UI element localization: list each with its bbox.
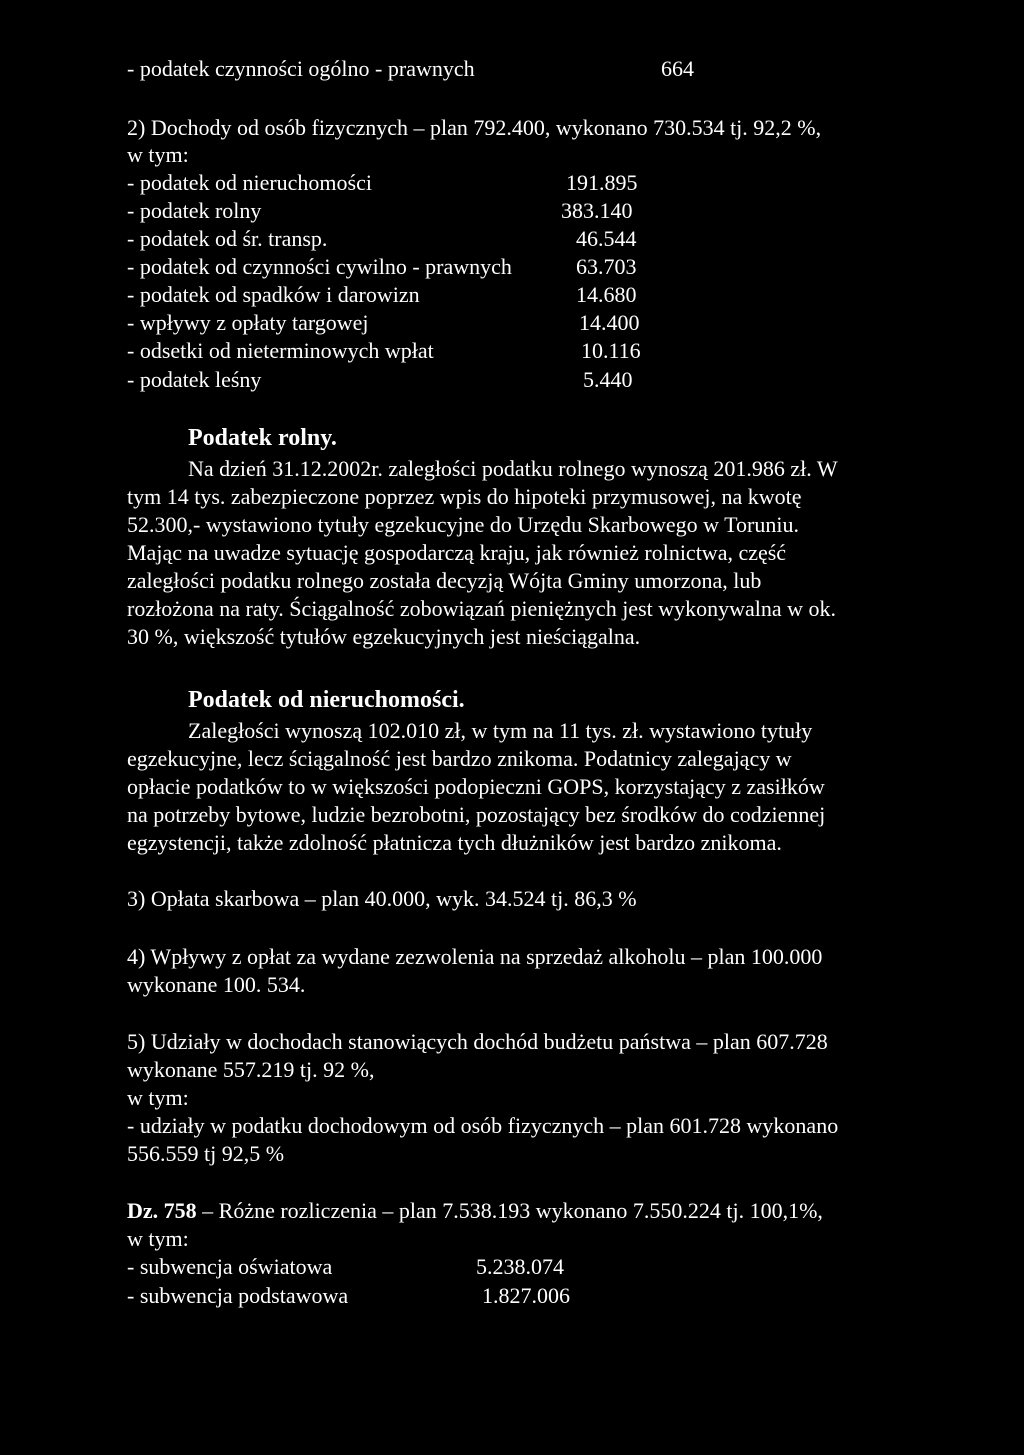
rolny-title: Podatek rolny. (188, 425, 337, 451)
paragraph-line: tym 14 tys. zabezpieczone poprzez wpis do hipoteki przymusowej, na kwotę (127, 484, 802, 509)
section4-line: wykonane 100. 534. (127, 972, 306, 997)
paragraph-line: Zaległości wynoszą 102.010 zł, w tym na 11 tys. zł. wystawiono tytuły (188, 718, 813, 743)
list-item-value: 191.895 (566, 170, 638, 195)
paragraph-line: egzystencji, także zdolność płatnicza tych dłużników jest bardzo znikoma. (127, 830, 782, 855)
dz758-rest: – Różne rozliczenia – plan 7.538.193 wykonano 7.550.224 tj. 100,1%, (196, 1198, 823, 1223)
paragraph-line: egzekucyjne, lecz ściągalność jest bardzo znikoma. Podatnicy zalegający w (127, 746, 792, 771)
dz758-heading (127, 1198, 823, 1224)
list-item-value: 5.440 (583, 367, 633, 392)
section4-line: 4) Wpływy z opłat za wydane zezwolenia na sprzedaż alkoholu – plan 100.000 (127, 944, 823, 969)
section5-line: wykonane 557.219 tj. 92 %, (127, 1057, 375, 1082)
paragraph-line: 52.300,- wystawiono tytuły egzekucyjne do Urzędu Skarbowego w Toruniu. (127, 512, 799, 537)
dz758-bold-prefix: Dz. 758 (127, 1198, 197, 1223)
list-item-label: - podatek rolny (127, 198, 262, 223)
section3-line: 3) Opłata skarbowa – plan 40.000, wyk. 34.524 tj. 86,3 % (127, 886, 637, 911)
list-item-label: - podatek od nieruchomości (127, 170, 372, 195)
list-item-label: - podatek leśny (127, 367, 262, 392)
list-item-label: - podatek od czynności cywilno - prawnych (127, 254, 512, 279)
paragraph-line: 30 %, większość tytułów egzekucyjnych jest nieściągalna. (127, 624, 641, 649)
list-item-value: 1.827.006 (482, 1283, 570, 1308)
list-item-value: 383.140 (561, 198, 633, 223)
list-item-value: 5.238.074 (476, 1254, 564, 1279)
list-item-value: 46.544 (576, 226, 637, 251)
section5-line: - udziały w podatku dochodowym od osób fizycznych – plan 601.728 wykonano (127, 1113, 839, 1138)
paragraph-line: Na dzień 31.12.2002r. zaległości podatku rolnego wynoszą 201.986 zł. W (188, 456, 838, 481)
list-item-label: - podatek od spadków i darowizn (127, 282, 420, 307)
section2-intro: w tym: (127, 142, 189, 167)
section5-line: w tym: (127, 1085, 189, 1110)
list-item-label: - odsetki od nieterminowych wpłat (127, 338, 434, 363)
list-item-value: 14.680 (576, 282, 637, 307)
list-item-label: - subwencja oświatowa (127, 1254, 333, 1279)
paragraph-line: na potrzeby bytowe, ludzie bezrobotni, pozostający bez środków do codziennej (127, 802, 826, 827)
top-row-value: 664 (661, 56, 694, 81)
list-item-value: 14.400 (579, 310, 640, 335)
nieruch-title: Podatek od nieruchomości. (188, 687, 465, 713)
list-item-label: - subwencja podstawowa (127, 1283, 349, 1308)
top-row-label: - podatek czynności ogólno - prawnych (127, 56, 475, 81)
section5-line: 556.559 tj 92,5 % (127, 1141, 285, 1166)
section2-heading: 2) Dochody od osób fizycznych – plan 792.400, wykonano 730.534 tj. 92,2 %, (127, 115, 822, 140)
dz758-intro: w tym: (127, 1226, 189, 1251)
paragraph-line: rozłożona na raty. Ściągalność zobowiązań pieniężnych jest wykonywalna w ok. (127, 596, 837, 621)
paragraph-line: zaległości podatku rolnego została decyzją Wójta Gminy umorzona, lub (127, 568, 762, 593)
list-item-label: - wpływy z opłaty targowej (127, 310, 369, 335)
paragraph-line: Mając na uwadze sytuację gospodarczą kraju, jak również rolnictwa, część (127, 540, 787, 565)
section5-line: 5) Udziały w dochodach stanowiących dochód budżetu państwa – plan 607.728 (127, 1029, 828, 1054)
list-item-value: 10.116 (581, 338, 641, 363)
paragraph-line: opłacie podatków to w większości podopieczni GOPS, korzystający z zasiłków (127, 774, 825, 799)
list-item-label: - podatek od śr. transp. (127, 226, 328, 251)
list-item-value: 63.703 (576, 254, 637, 279)
